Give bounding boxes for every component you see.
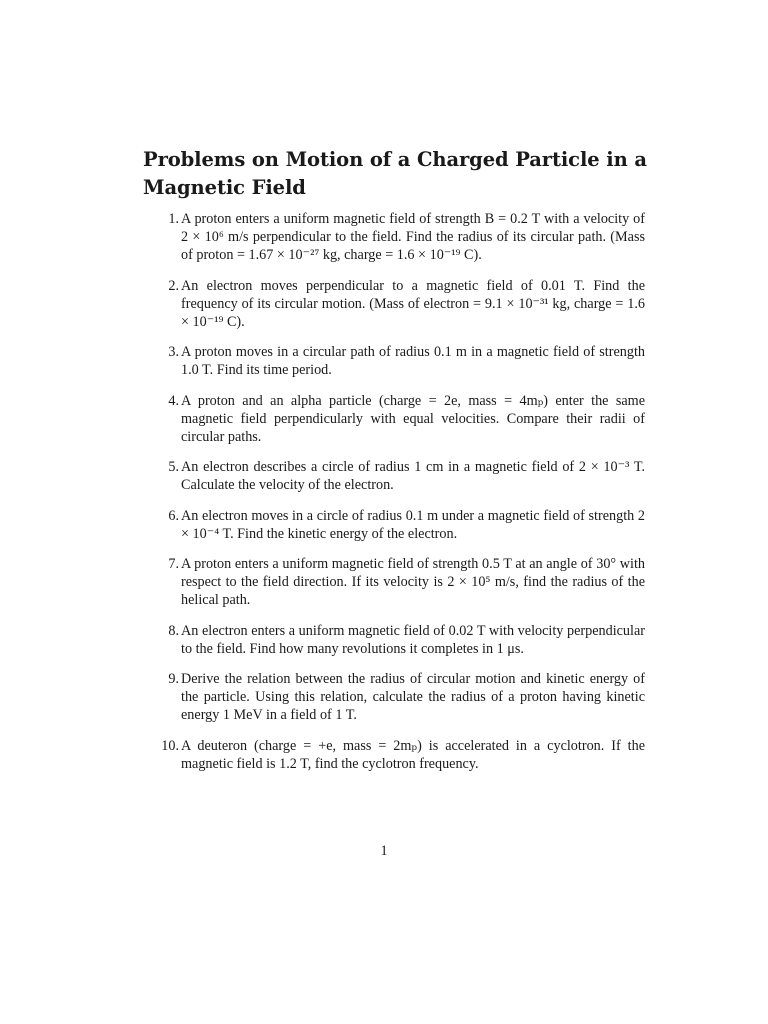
problem-number: 3.	[168, 344, 179, 360]
problem-number: 5.	[168, 459, 179, 475]
problem-item-1	[143, 210, 645, 264]
problem-item-3	[143, 343, 645, 379]
problem-text: A proton enters a uniform magnetic field of strength B = 0.2 T with a velocity of 2 × 10⁶ m/s perpendicular to the field. Find the radius of its circular path. (Mass of proton = 1.67 × 10⁻²⁷ kg, charge = 1.6 × 10⁻¹⁹ C).	[181, 211, 645, 263]
problem-text: A proton and an alpha particle (charge = 2e, mass = 4mₚ) enter the same magnetic field perpendicularly with equal velocities. Compare their radii of circular paths.	[181, 392, 645, 445]
problem-item-2	[143, 277, 645, 331]
problem-item-10	[143, 737, 645, 773]
problem-number: 1.	[168, 211, 179, 227]
problem-text: A proton enters a uniform magnetic field of strength 0.5 T at an angle of 30° with respect to the field direction. If its velocity is 2 × 10⁵ m/s, find the radius of the helical path.	[181, 556, 645, 608]
page-number: 1	[380, 843, 388, 859]
problem-item-4	[143, 392, 645, 446]
problem-item-6	[143, 507, 645, 543]
problem-item-5	[143, 458, 645, 494]
problem-number: 6.	[168, 507, 179, 524]
problem-item-7	[143, 555, 645, 609]
problem-item-8	[143, 622, 645, 658]
problem-text: Derive the relation between the radius of circular motion and kinetic energy of the particle. Using this relation, calculate the radius of a proton having kinetic energy 1 MeV in a field of 1 T.	[181, 671, 645, 723]
problem-list	[143, 210, 645, 785]
problem-number: 7.	[168, 556, 179, 572]
problem-number: 10.	[161, 737, 179, 754]
problem-text: An electron moves perpendicular to a magnetic field of 0.01 T. Find the frequency of its circular motion. (Mass of electron = 9.1 × 10⁻³¹ kg, charge = 1.6 × 10⁻¹⁹ C).	[181, 277, 645, 330]
problem-number: 9.	[168, 671, 179, 687]
problem-number: 2.	[168, 277, 179, 294]
problem-text: An electron describes a circle of radius 1 cm in a magnetic field of 2 × 10⁻³ T. Calculate the velocity of the electron.	[181, 459, 645, 493]
problem-text: A proton moves in a circular path of radius 0.1 m in a magnetic field of strength 1.0 T. Find its time period.	[181, 344, 645, 378]
page-title: Problems on Motion of a Charged Particle in a Magnetic Field	[143, 148, 647, 199]
problem-text: An electron moves in a circle of radius 0.1 m under a magnetic field of strength 2 × 10⁻⁴ T. Find the kinetic energy of the electron.	[181, 507, 645, 542]
problem-number: 4.	[168, 392, 179, 409]
problem-number: 8.	[168, 622, 179, 639]
problem-item-9	[143, 670, 645, 724]
problem-text: An electron enters a uniform magnetic field of 0.02 T with velocity perpendicular to the field. Find how many revolutions it completes in 1 μs.	[181, 622, 645, 657]
problem-text: A deuteron (charge = +e, mass = 2mₚ) is accelerated in a cyclotron. If the magnetic field is 1.2 T, find the cyclotron frequency.	[181, 737, 645, 772]
